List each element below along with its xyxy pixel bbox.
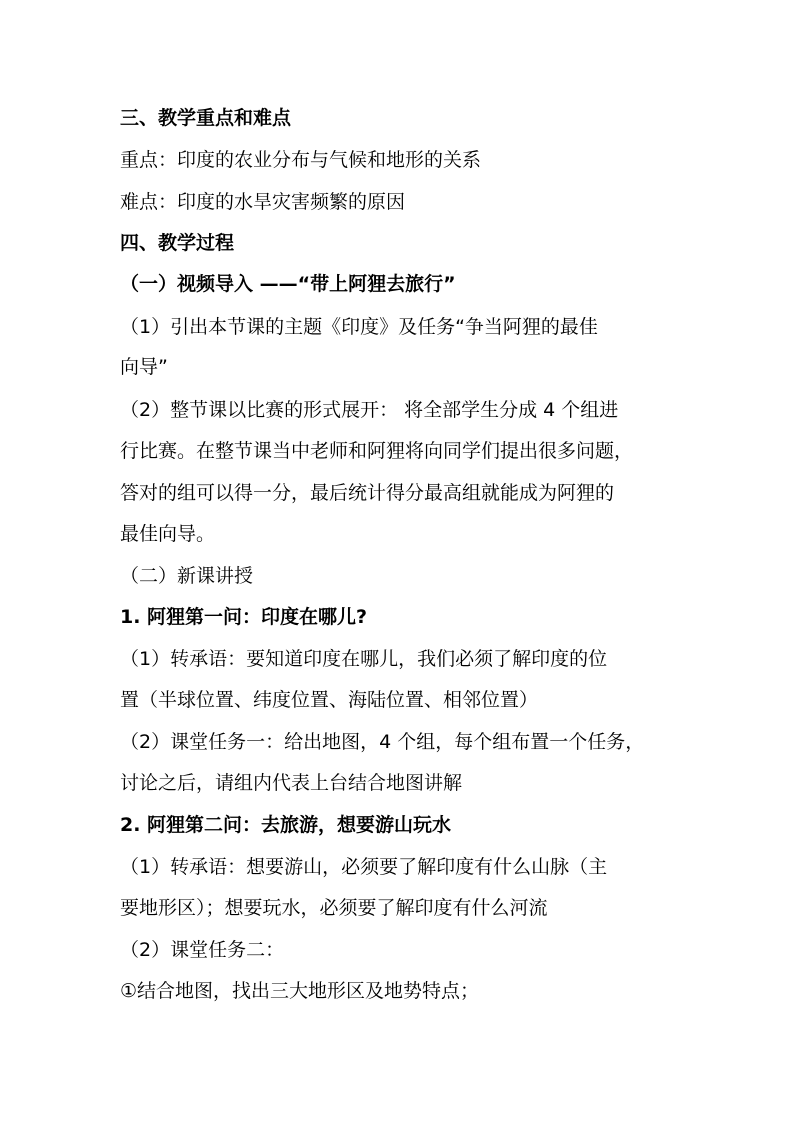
question1-heading: 1. 阿狸第一问：印度在哪儿? xyxy=(120,606,368,628)
paragraph-line: （1）引出本节课的主题《印度》及任务“争当阿狸的最佳 xyxy=(120,316,598,338)
part1-heading: （一）视频导入 ——“带上阿狸去旅行” xyxy=(120,273,456,295)
paragraph-line: （2）整节课以比赛的形式展开： 将全部学生分成 4 个组进 xyxy=(120,399,619,421)
key-point-text: 重点：印度的农业分布与气候和地形的关系 xyxy=(120,149,482,171)
question2-heading: 2. 阿狸第二问：去旅游，想要游山玩水 xyxy=(120,814,452,836)
paragraph-line: 答对的组可以得一分，最后统计得分最高组就能成为阿狸的 xyxy=(120,482,615,504)
section3-heading: 三、教学重点和难点 xyxy=(120,107,292,129)
paragraph-line: 讨论之后，请组内代表上台结合地图讲解 xyxy=(120,772,463,794)
paragraph-line: （1）转承语：想要游山，必须要了解印度有什么山脉（主 xyxy=(120,856,608,878)
paragraph-line: 行比赛。在整节课当中老师和阿狸将向同学们提出很多问题， xyxy=(120,440,634,462)
paragraph-line: （1）转承语：要知道印度在哪儿，我们必须了解印度的位 xyxy=(120,648,608,670)
paragraph-line: 置（半球位置、纬度位置、海陆位置、相邻位置） xyxy=(120,689,539,711)
difficult-point-text: 难点：印度的水旱灾害频繁的原因 xyxy=(120,191,406,213)
section4-heading: 四、教学过程 xyxy=(120,232,235,254)
paragraph-line: 要地形区）；想要玩水，必须要了解印度有什么河流 xyxy=(120,897,548,919)
paragraph-line: 向导” xyxy=(120,356,168,378)
paragraph-line: （2）课堂任务一：给出地图，4 个组，每个组布置一个任务， xyxy=(120,731,645,753)
part2-heading: （二）新课讲授 xyxy=(120,565,254,587)
paragraph-line: 最佳向导。 xyxy=(120,523,216,545)
task-item: ①结合地图，找出三大地形区及地势特点； xyxy=(120,980,480,1002)
paragraph-line: （2）课堂任务二： xyxy=(120,939,285,961)
